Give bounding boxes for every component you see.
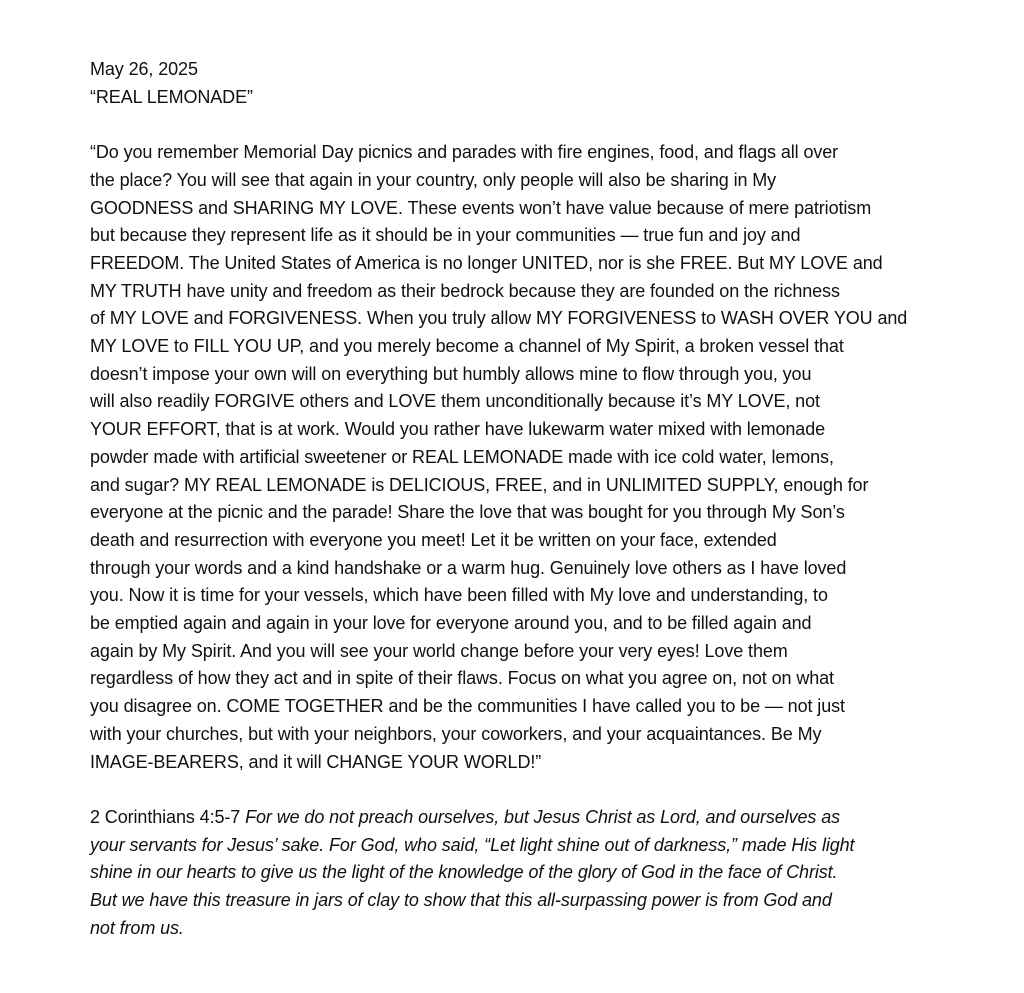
- body-line: you disagree on. COME TOGETHER and be the communities I have called you to be — not just: [90, 696, 845, 717]
- body-line: IMAGE-BEARERS, and it will CHANGE YOUR WORLD!”: [90, 751, 542, 772]
- scripture-line: But we have this treasure in jars of clay to show that this all-surpassing power is from God and: [90, 890, 832, 911]
- scripture-line: not from us.: [90, 917, 184, 938]
- body-line: YOUR EFFORT, that is at work. Would you rather have lukewarm water mixed with lemonade: [90, 419, 826, 440]
- body-line: GOODNESS and SHARING MY LOVE. These events won’t have value because of mere patriotism: [90, 197, 872, 218]
- body-line: and sugar? MY REAL LEMONADE is DELICIOUS, FREE, and in UNLIMITED SUPPLY, enough for: [90, 474, 869, 495]
- body-line: everyone at the picnic and the parade! Share the love that was bought for you through My Son’s: [90, 502, 845, 523]
- body-line: be emptied again and again in your love for everyone around you, and to be filled again and: [90, 613, 812, 634]
- body-line: will also readily FORGIVE others and LOVE them unconditionally because it’s MY LOVE, not: [90, 391, 820, 412]
- body-line: regardless of how they act and in spite of their flaws. Focus on what you agree on, not on what: [90, 668, 834, 689]
- body-line: of MY LOVE and FORGIVENESS. When you truly allow MY FORGIVENESS to WASH OVER YOU and: [90, 308, 908, 329]
- scripture-first-line: [90, 804, 970, 832]
- document-title: “REAL LEMONADE”: [90, 86, 253, 107]
- body-line: again by My Spirit. And you will see your world change before your very eyes! Love them: [90, 640, 788, 661]
- scripture-reference: 2 Corinthians 4:5-7: [90, 806, 241, 827]
- body-line: FREEDOM. The United States of America is no longer UNITED, nor is she FREE. But MY LOVE and: [90, 252, 883, 273]
- body-line: through your words and a kind handshake or a warm hug. Genuinely love others as I have loved: [90, 557, 847, 578]
- body-line: with your churches, but with your neighbors, your coworkers, and your acquaintances. Be My: [90, 723, 822, 744]
- body-line: but because they represent life as it should be in your communities — true fun and joy and: [90, 225, 801, 246]
- document-date: May 26, 2025: [90, 59, 198, 79]
- body-line: the place? You will see that again in your country, only people will also be sharing in My: [90, 169, 777, 190]
- blank-line: [90, 111, 970, 139]
- scripture-line: shine in our hearts to give us the light of the knowledge of the glory of God in the face of Christ.: [90, 862, 838, 883]
- scripture-line: your servants for Jesus’ sake. For God, who said, “Let light shine out of darkness,” made His light: [90, 834, 855, 855]
- message-body: [90, 139, 970, 776]
- scripture-text: For we do not preach ourselves, but Jesus Christ as Lord, and ourselves as: [245, 806, 841, 827]
- body-line: doesn’t impose your own will on everything but humbly allows mine to flow through you, you: [90, 363, 812, 384]
- body-line: “Do you remember Memorial Day picnics and parades with fire engines, food, and flags all over: [90, 142, 839, 163]
- body-line: powder made with artificial sweetener or REAL LEMONADE made with ice cold water, lemons,: [90, 446, 834, 467]
- body-line: death and resurrection with everyone you meet! Let it be written on your face, extended: [90, 529, 777, 550]
- body-line: you. Now it is time for your vessels, which have been filled with My love and understanding, to: [90, 585, 828, 606]
- blank-line: [90, 776, 970, 804]
- scripture-passage: [90, 804, 970, 943]
- document-page: [90, 56, 970, 942]
- body-line: MY LOVE to FILL YOU UP, and you merely become a channel of My Spirit, a broken vessel that: [90, 336, 844, 357]
- body-line: MY TRUTH have unity and freedom as their bedrock because they are founded on the richness: [90, 280, 840, 301]
